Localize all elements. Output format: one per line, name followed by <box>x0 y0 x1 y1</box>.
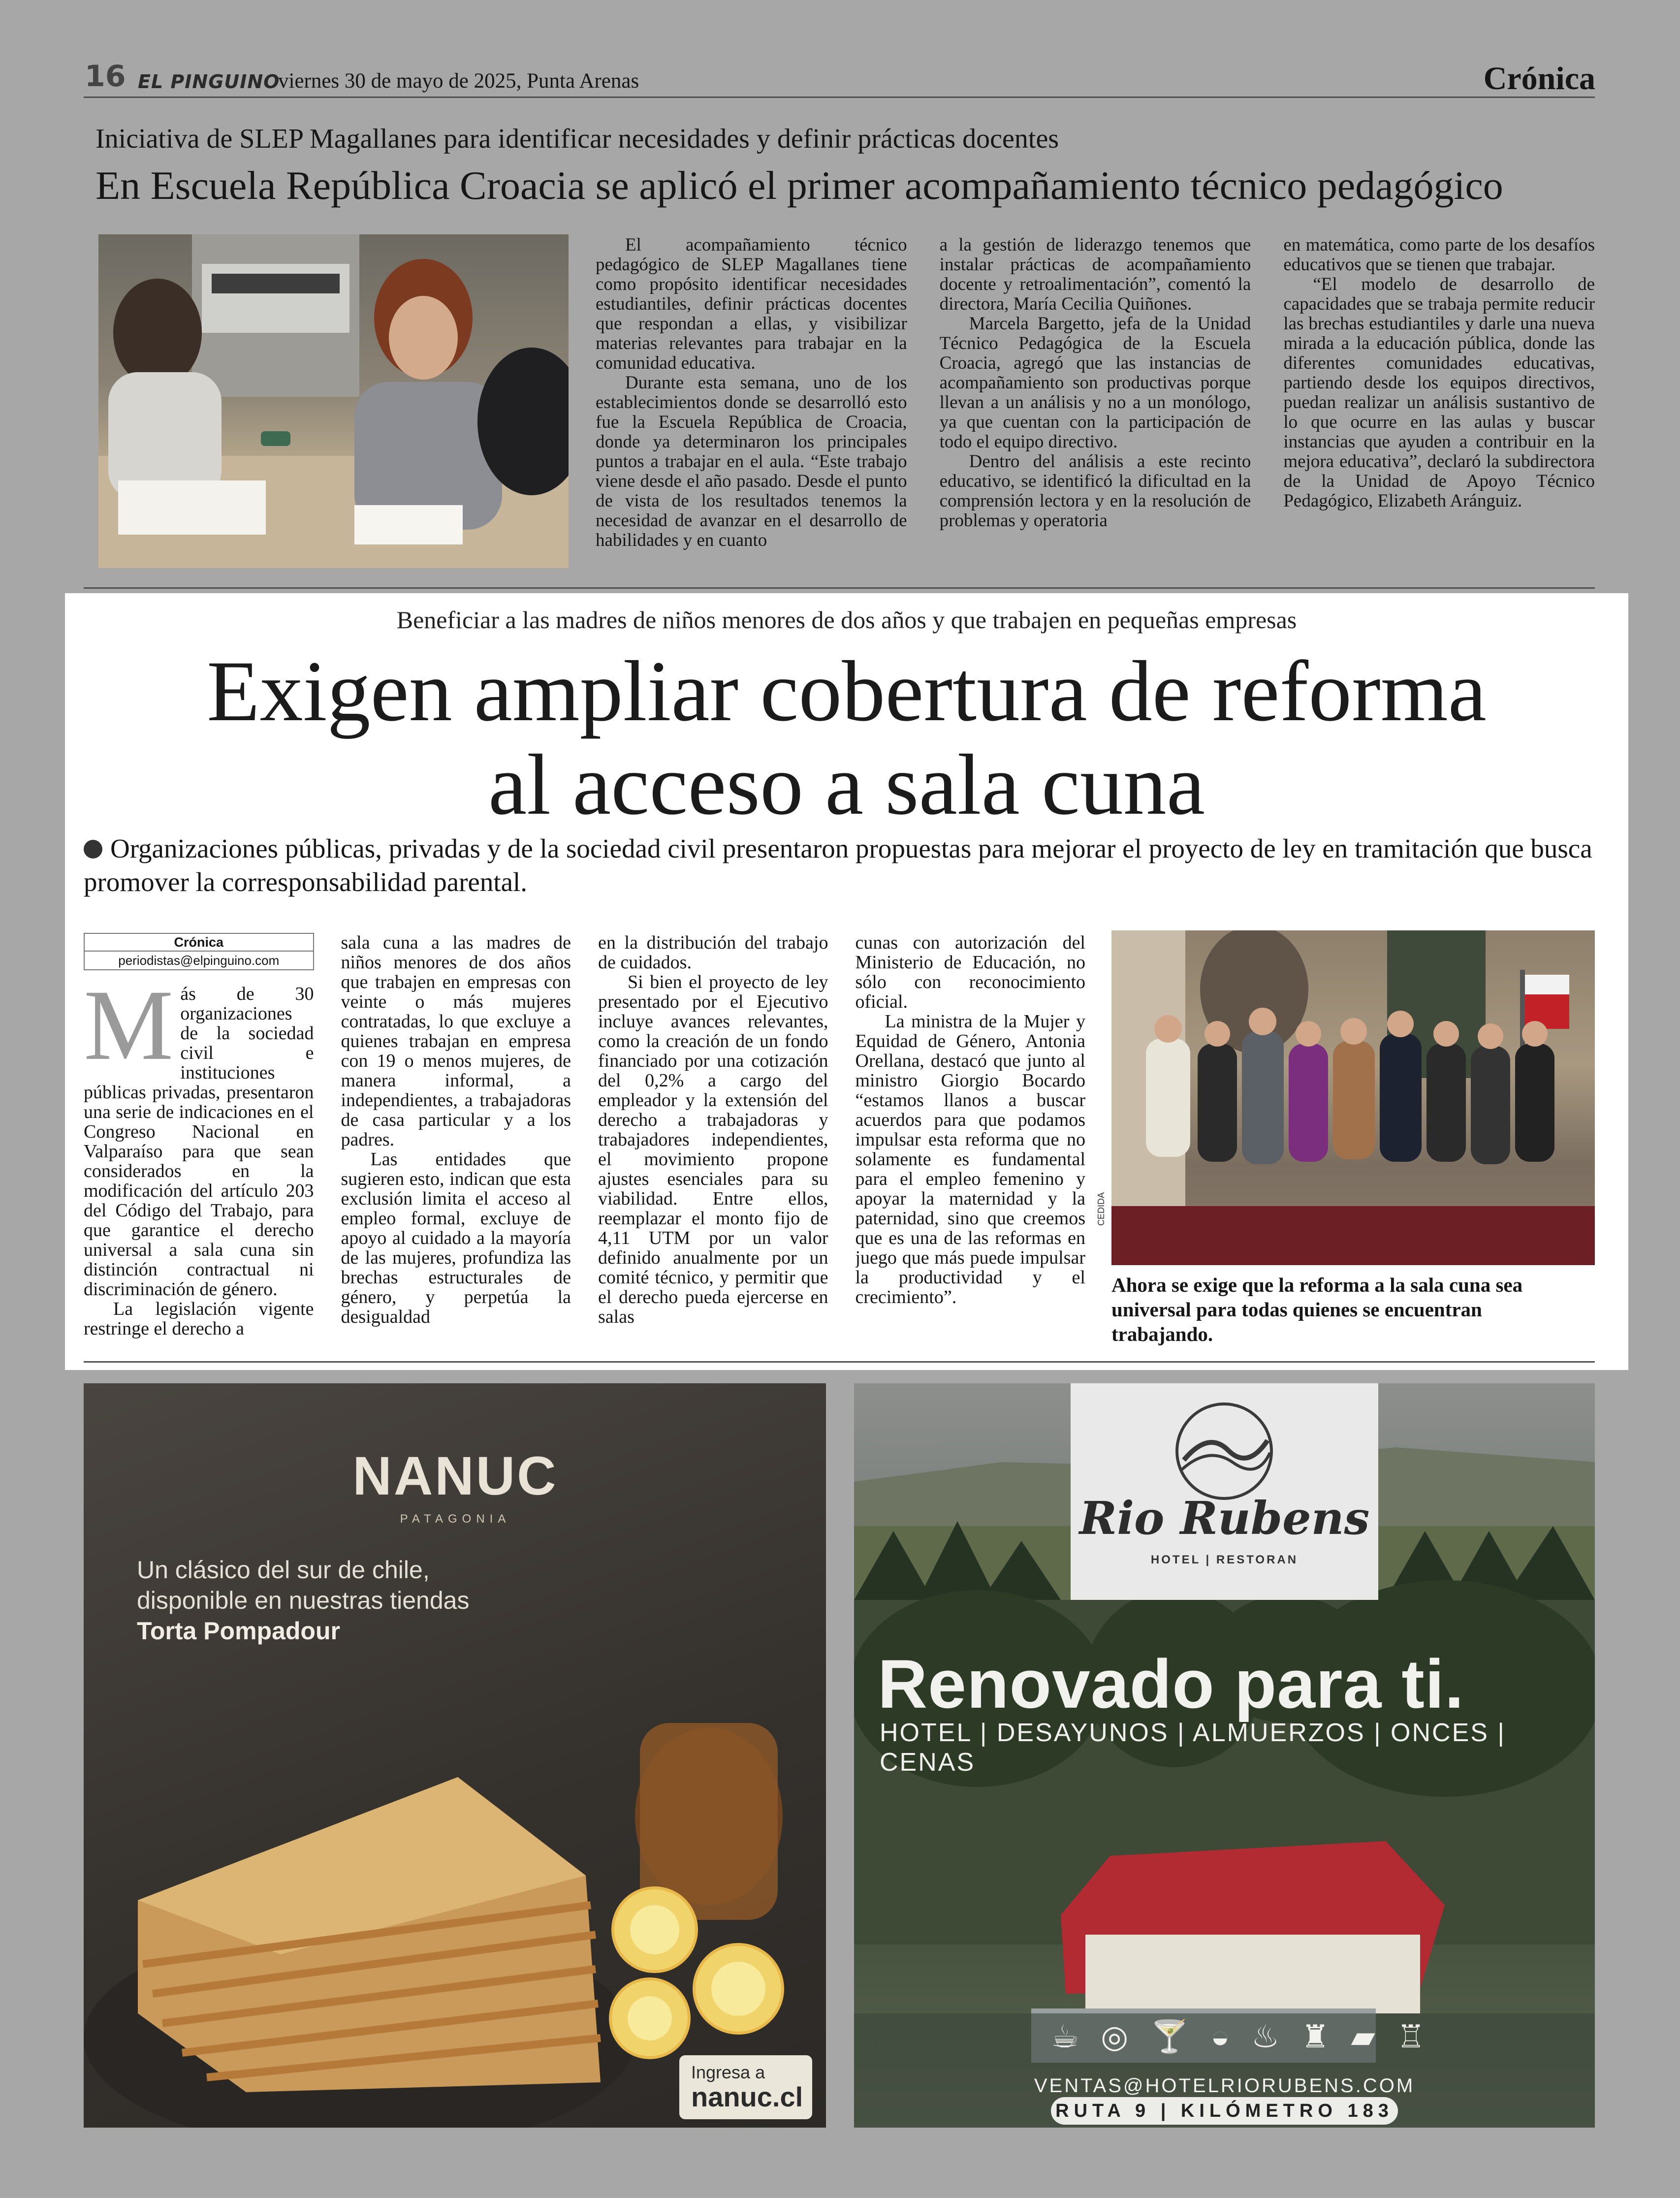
top-article-kicker: Iniciativa de SLEP Magallanes para identificar necesidades y definir prácticas docentes <box>95 124 1059 154</box>
paragraph: Dentro del análisis a este recinto educativo, se identificó la dificultad en la comprensión lectora y en la resolución de problemas y operatoria <box>939 451 1251 531</box>
cta-line-1: Ingresa a <box>691 2062 765 2082</box>
bottles-icon: ♜ <box>1301 2019 1330 2054</box>
river-logo-icon <box>1174 1401 1275 1502</box>
paragraph: Las entidades que sugieren esto, indican que esta exclusión limita el acceso al empleo formal, excluye de apoyo al cuidado a la mayoría de las mujeres, profundiza las brechas estructurales de género, y perpetúa la desigualdad <box>341 1149 571 1327</box>
cta-line-2: nanuc.cl <box>691 2081 803 2112</box>
paragraph: Durante esta semana, uno de los establecimientos donde se desarrolló esto fue la Escuela República de Croacia, donde ya determinaron los principales puntos a trabajar en el aula. “Este trabajo viene desde el año pasado. Desde el punto de vista de los resultados tenemos la necesidad de avanzar en el desarrollo de habilidades y en cuanto <box>596 373 907 550</box>
lead-text: Organizaciones públicas, privadas y de la sociedad civil presentaron propuestas para mejorar el proyecto de ley en tramitación que busca promover la corresponsabilidad parental. <box>84 833 1592 897</box>
bullet-icon <box>84 840 102 859</box>
byline-email[interactable]: periodistas@elpinguino.com <box>118 953 280 968</box>
top-article-col-1 <box>596 235 907 575</box>
headline-line-1: Exigen ampliar cobertura de reforma <box>207 643 1487 739</box>
paragraph: sala cuna a las madres de niños menores de dos años que trabajen en empresas con veinte o más mujeres contratadas, lo que excluye a quienes trabajan en empresa con 19 o menos mujeres, de manera informal, a independientes, a trabajadoras de casa particular y a los padres. <box>341 933 571 1150</box>
article-bottom-rule <box>84 1361 1595 1363</box>
nanuc-logo: NANUC <box>352 1446 558 1506</box>
nanuc-product: Torta Pompadour <box>137 1617 340 1645</box>
main-article-body <box>84 933 1085 1351</box>
nanuc-logo-sub: PATAGONIA <box>400 1512 511 1526</box>
tagline-line-1: Un clásico del sur de chile, <box>137 1556 430 1584</box>
service-icons <box>1051 2018 1425 2055</box>
paragraph: La legislación vigente restringe el derecho a <box>84 1299 314 1339</box>
paragraph: en la distribución del trabajo de cuidados. <box>598 933 828 973</box>
tagline-line-2: disponible en nuestras tiendas <box>137 1587 470 1614</box>
page-number: 16 <box>85 59 126 94</box>
paragraph: “El modelo de desarrollo de capacidades que se trabaja permite reducir las brechas estudiantiles y darle una nueva mirada a la educación pública, donde las diferentes comunidades educativas, partiendo desde los equipos directivos, puedan realizar un análisis sustantivo de lo que ocurre en las aulas y buscar instancias que ayuden a contribuir en la mejora educativa”, declaró la subdirectora de la Unidad de Apoyo Técnico Pedagógico, Elizabeth Aránguiz. <box>1283 274 1595 511</box>
beer-icon: ♖ <box>1396 2019 1425 2054</box>
nanuc-ad[interactable] <box>84 1383 826 2128</box>
cup-icon: ♨ <box>1251 2019 1280 2054</box>
main-article-col-2 <box>341 933 571 1351</box>
rio-rubens-email[interactable]: VENTAS@HOTELRIORUBENS.COM <box>1034 2075 1415 2097</box>
paragraph: ás de 30 organizaciones de la sociedad civil e instituciones públicas privadas, presentaron una serie de indicaciones en el Congreso Nacional en Valparaíso para que sean considerados en la modificación del artículo 203 del Código del Trabajo, para que garantice el derecho universal a sala cuna sin distinción contractual ni discriminación de género. <box>84 984 314 1300</box>
nanuc-tagline <box>137 1555 469 1646</box>
main-article-headline <box>65 645 1628 832</box>
article-separator <box>84 587 1595 589</box>
coffee-icon: ☕ <box>1051 2019 1079 2054</box>
group-photo <box>1111 930 1595 1265</box>
paragraph: Si bien el proyecto de ley presentado por el Ejecutivo incluye avances relevantes, como la creación de un fondo financiado por una cotización del 0,2% a cargo del empleador y la extensión del derecho a trabajadoras y trabajadores independientes, el movimiento propone ajustes esenciales para su viabilidad. Entre ellos, reemplazar el monto fijo de 4,11 UTM por un valor definido anualmente por un comité técnico, y permitir que el derecho pueda ejercerse en salas <box>598 972 828 1327</box>
rio-rubens-location: RUTA 9 | KILÓMETRO 183 <box>1051 2097 1398 2125</box>
section-title: Crónica <box>1483 61 1595 96</box>
rio-rubens-headline: Renovado para ti. <box>878 1645 1464 1722</box>
photo-credit: CEDIDA <box>1096 1192 1106 1226</box>
cake-icon: ▰ <box>1351 2019 1375 2054</box>
classroom-meeting-photo <box>98 234 569 568</box>
byline <box>84 933 314 970</box>
main-article-lead <box>84 832 1595 899</box>
drop-cap: M <box>84 969 174 1081</box>
top-article-body <box>596 235 1595 575</box>
top-article-col-2 <box>940 235 1251 575</box>
top-article-col-3 <box>1283 235 1595 575</box>
paragraph: cunas con autorización del Ministerio de Educación, no sólo con reconocimiento oficial. <box>855 933 1085 1012</box>
dish-icon: ◎ <box>1101 2019 1129 2054</box>
main-article-col-1 <box>84 933 314 1351</box>
photo-caption: Ahora se exige que la reforma a la sala cuna sea universal para todas quienes se encuentran trabajando. <box>1111 1274 1523 1345</box>
paragraph: El acompañamiento técnico pedagógico de SLEP Magallanes tiene como propósito identificar necesidades estudiantiles, definir prácticas docentes que respondan a ellas, y visibilizar materias relevantes para trabajar en la comunidad educativa. <box>596 235 907 373</box>
header-rule <box>84 96 1595 98</box>
main-article-col-3 <box>598 933 828 1351</box>
paragraph: La ministra de la Mujer y Equidad de Género, Antonia Orellana, destacó que junto al ministro Giorgio Bocardo “estamos llanos a buscar acuerdos para que podamos impulsar esta reforma que no solamente es fundamental para el empleo femenino y apoyar la maternidad y la paternidad, sino que creemos que es una de las reformas en juego que más puede impulsar la productividad y el crecimiento”. <box>855 1011 1085 1307</box>
main-article-col-4 <box>856 933 1086 1351</box>
main-article-kicker: Beneficiar a las madres de niños menores de dos años y que trabajen en pequeñas empresas <box>396 606 1297 634</box>
rio-rubens-ad[interactable] <box>854 1383 1595 2128</box>
rio-rubens-logo-sub: HOTEL | RESTORAN <box>1150 1553 1299 1566</box>
burger-icon: ◒ <box>1210 2019 1230 2054</box>
dateline: viernes 30 de mayo de 2025, Punta Arenas <box>278 69 639 93</box>
byline-section: Crónica <box>85 934 313 952</box>
cocktail-icon: 🍸 <box>1149 2019 1189 2054</box>
rio-rubens-logo: Rio Rubens <box>1079 1492 1370 1545</box>
paragraph: en matemática, como parte de los desafíos educativos que se tienen que trabajar. <box>1283 235 1595 275</box>
nanuc-cta-button[interactable] <box>679 2055 812 2119</box>
top-article-headline: En Escuela República Croacia se aplicó el primer acompañamiento técnico pedagógico <box>95 163 1503 208</box>
newspaper-name: EL PINGUINO <box>138 71 280 93</box>
paragraph: Marcela Bargetto, jefa de la Unidad Técnico Pedagógica de la Escuela Croacia, agregó que las instancias de acompañamiento son productivas porque llevan a un análisis y no a un monólogo, ya que cuentan con la participación de todo el equipo directivo. <box>939 314 1251 452</box>
headline-line-2: al acceso a sala cuna <box>488 737 1205 833</box>
paragraph: a la gestión de liderazgo tenemos que instalar prácticas de acompañamiento docente y retroalimentación”, comentó la directora, María Cecilia Quiñones. <box>939 235 1251 314</box>
rio-rubens-services: HOTEL | DESAYUNOS | ALMUERZOS | ONCES | CENAS <box>880 1719 1506 1777</box>
